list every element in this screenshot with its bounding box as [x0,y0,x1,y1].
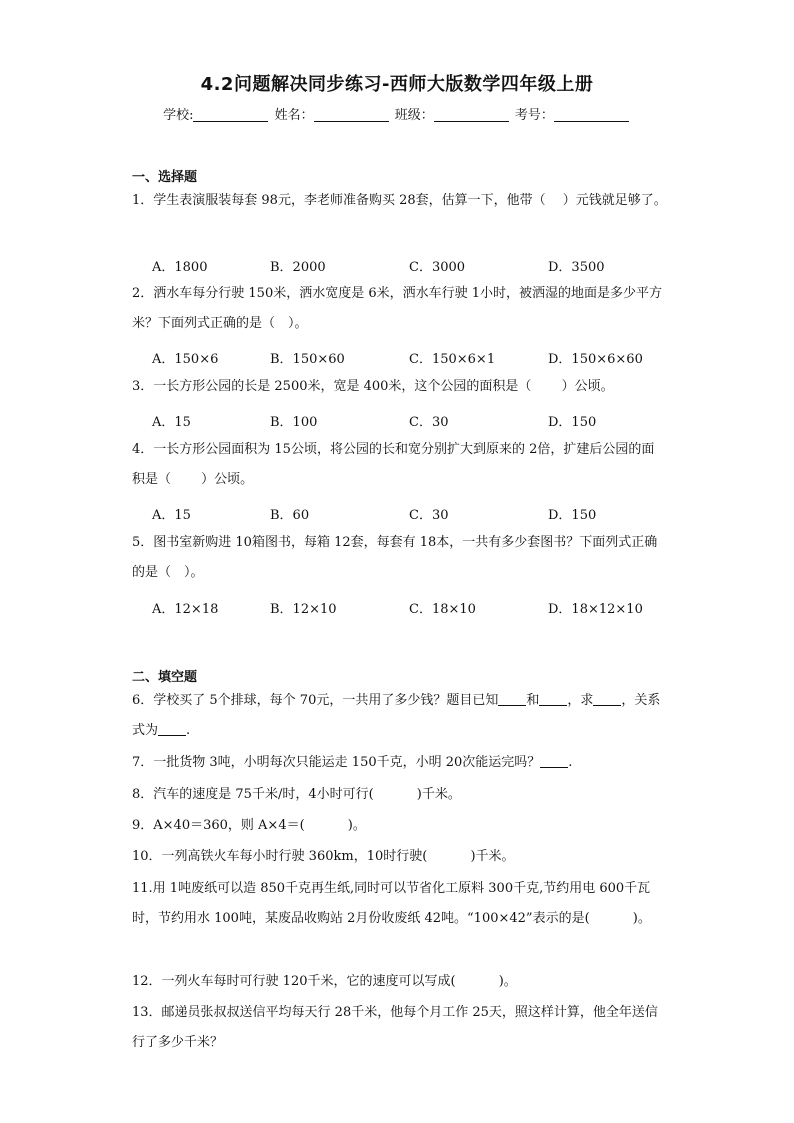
question-7 [132,748,667,778]
q6-text-e: . [186,723,191,738]
name-field[interactable] [314,107,389,122]
option-d[interactable]: D．18×12×10 [548,602,643,617]
question-10: 10．一列高铁火车每小时行驶 360km，10时行驶( )千米。 [132,849,515,864]
option-c[interactable]: C．30 [409,508,449,523]
section-heading-choice: 一、选择题 [132,170,198,185]
option-c[interactable]: C．150×6×1 [409,352,496,367]
class-field[interactable] [434,107,509,122]
q6-blank-1[interactable] [498,692,526,706]
section-heading-fill: 二、填空题 [132,670,198,685]
option-d[interactable]: D．150 [548,508,597,523]
q6-text-a: 6．学校买了 5个排球，每个 70元，一共用了多少钱？题目已知 [132,693,499,708]
q7-text-b: . [568,755,573,770]
exam-number-label: 考号： [514,108,554,123]
question-8: 8．汽车的速度是 75千米/时，4小时可行( )千米。 [132,787,461,802]
option-b[interactable]: B．12×10 [270,602,337,617]
q6-text-b: 和 [526,693,540,708]
option-b[interactable]: B．60 [270,508,310,523]
question-5: 5．图书室新购进 10箱图书，每箱 12套，每套有 18本，一共有多少套图书？下面列式正确的是（ ）。 [132,535,658,580]
question-1: 1．学生表演服装每套 98元，李老师准备购买 28套，估算一下，他带（ ）元钱就足够了。 [132,193,667,208]
option-b[interactable]: B．100 [270,415,318,430]
name-label: 姓名： [274,108,314,123]
q7-blank[interactable] [540,754,568,768]
q6-blank-2[interactable] [539,692,567,706]
question-3: 3．一长方形公园的长是 2500米，宽是 400米，这个公园的面积是（ ）公顷。 [132,379,614,394]
q6-blank-4[interactable] [158,722,186,736]
option-b[interactable]: B．150×60 [270,352,345,367]
option-b[interactable]: B．2000 [270,260,326,275]
q6-text-d: ，关系式为 [132,693,661,738]
option-d[interactable]: D．150×6×60 [548,352,643,367]
question-9: 9．A×40＝360，则 A×4＝( )。 [132,818,366,833]
exam-number-field[interactable] [554,107,629,122]
option-a[interactable]: A．12×18 [152,602,219,617]
class-label: 班级： [394,108,434,123]
q6-text-c: ，求 [567,693,594,708]
option-a[interactable]: A．15 [152,415,191,430]
option-c[interactable]: C．30 [409,415,449,430]
student-info-row [0,104,794,123]
option-c[interactable]: C．3000 [409,260,466,275]
school-field[interactable] [193,107,268,122]
question-2: 2．洒水车每分行驶 150米，洒水宽度是 6米，洒水车行驶 1小时，被洒湿的地面是多少平方米？下面列式正确的是（ ）。 [132,286,663,331]
option-a[interactable]: A．150×6 [152,352,219,367]
page-title: 4.2问题解决同步练习-西师大版数学四年级上册 [200,74,594,95]
q6-blank-3[interactable] [593,692,621,706]
option-a[interactable]: A．1800 [152,260,208,275]
school-label: 学校: [163,108,194,123]
option-c[interactable]: C．18×10 [409,602,476,617]
question-12: 12．一列火车每时可行驶 120千米，它的速度可以写成( )。 [132,974,517,989]
question-11: 11.用 1吨废纸可以造 850千克再生纸,同时可以节省化工原料 300千克,节约用电 600千瓦时，节约用水 100吨，某废品收购站 2月份收废纸 42吨。“100×42”表示的是( )。 [132,881,651,926]
option-d[interactable]: D．150 [548,415,597,430]
question-13: 13．邮递员张叔叔送信平均每天行 28千米，他每个月工作 25天，照这样计算，他全年送信行了多少千米？ [132,1005,658,1050]
question-4: 4．一长方形公园面积为 15公顷，将公园的长和宽分别扩大到原来的 2倍，扩建后公园的面积是（ ）公顷。 [132,442,655,487]
q7-text-a: 7．一批货物 3吨，小明每次只能运走 150千克，小明 20次能运完吗？ [132,755,541,770]
option-a[interactable]: A．15 [152,508,191,523]
question-6 [132,686,667,746]
option-d[interactable]: D．3500 [548,260,605,275]
